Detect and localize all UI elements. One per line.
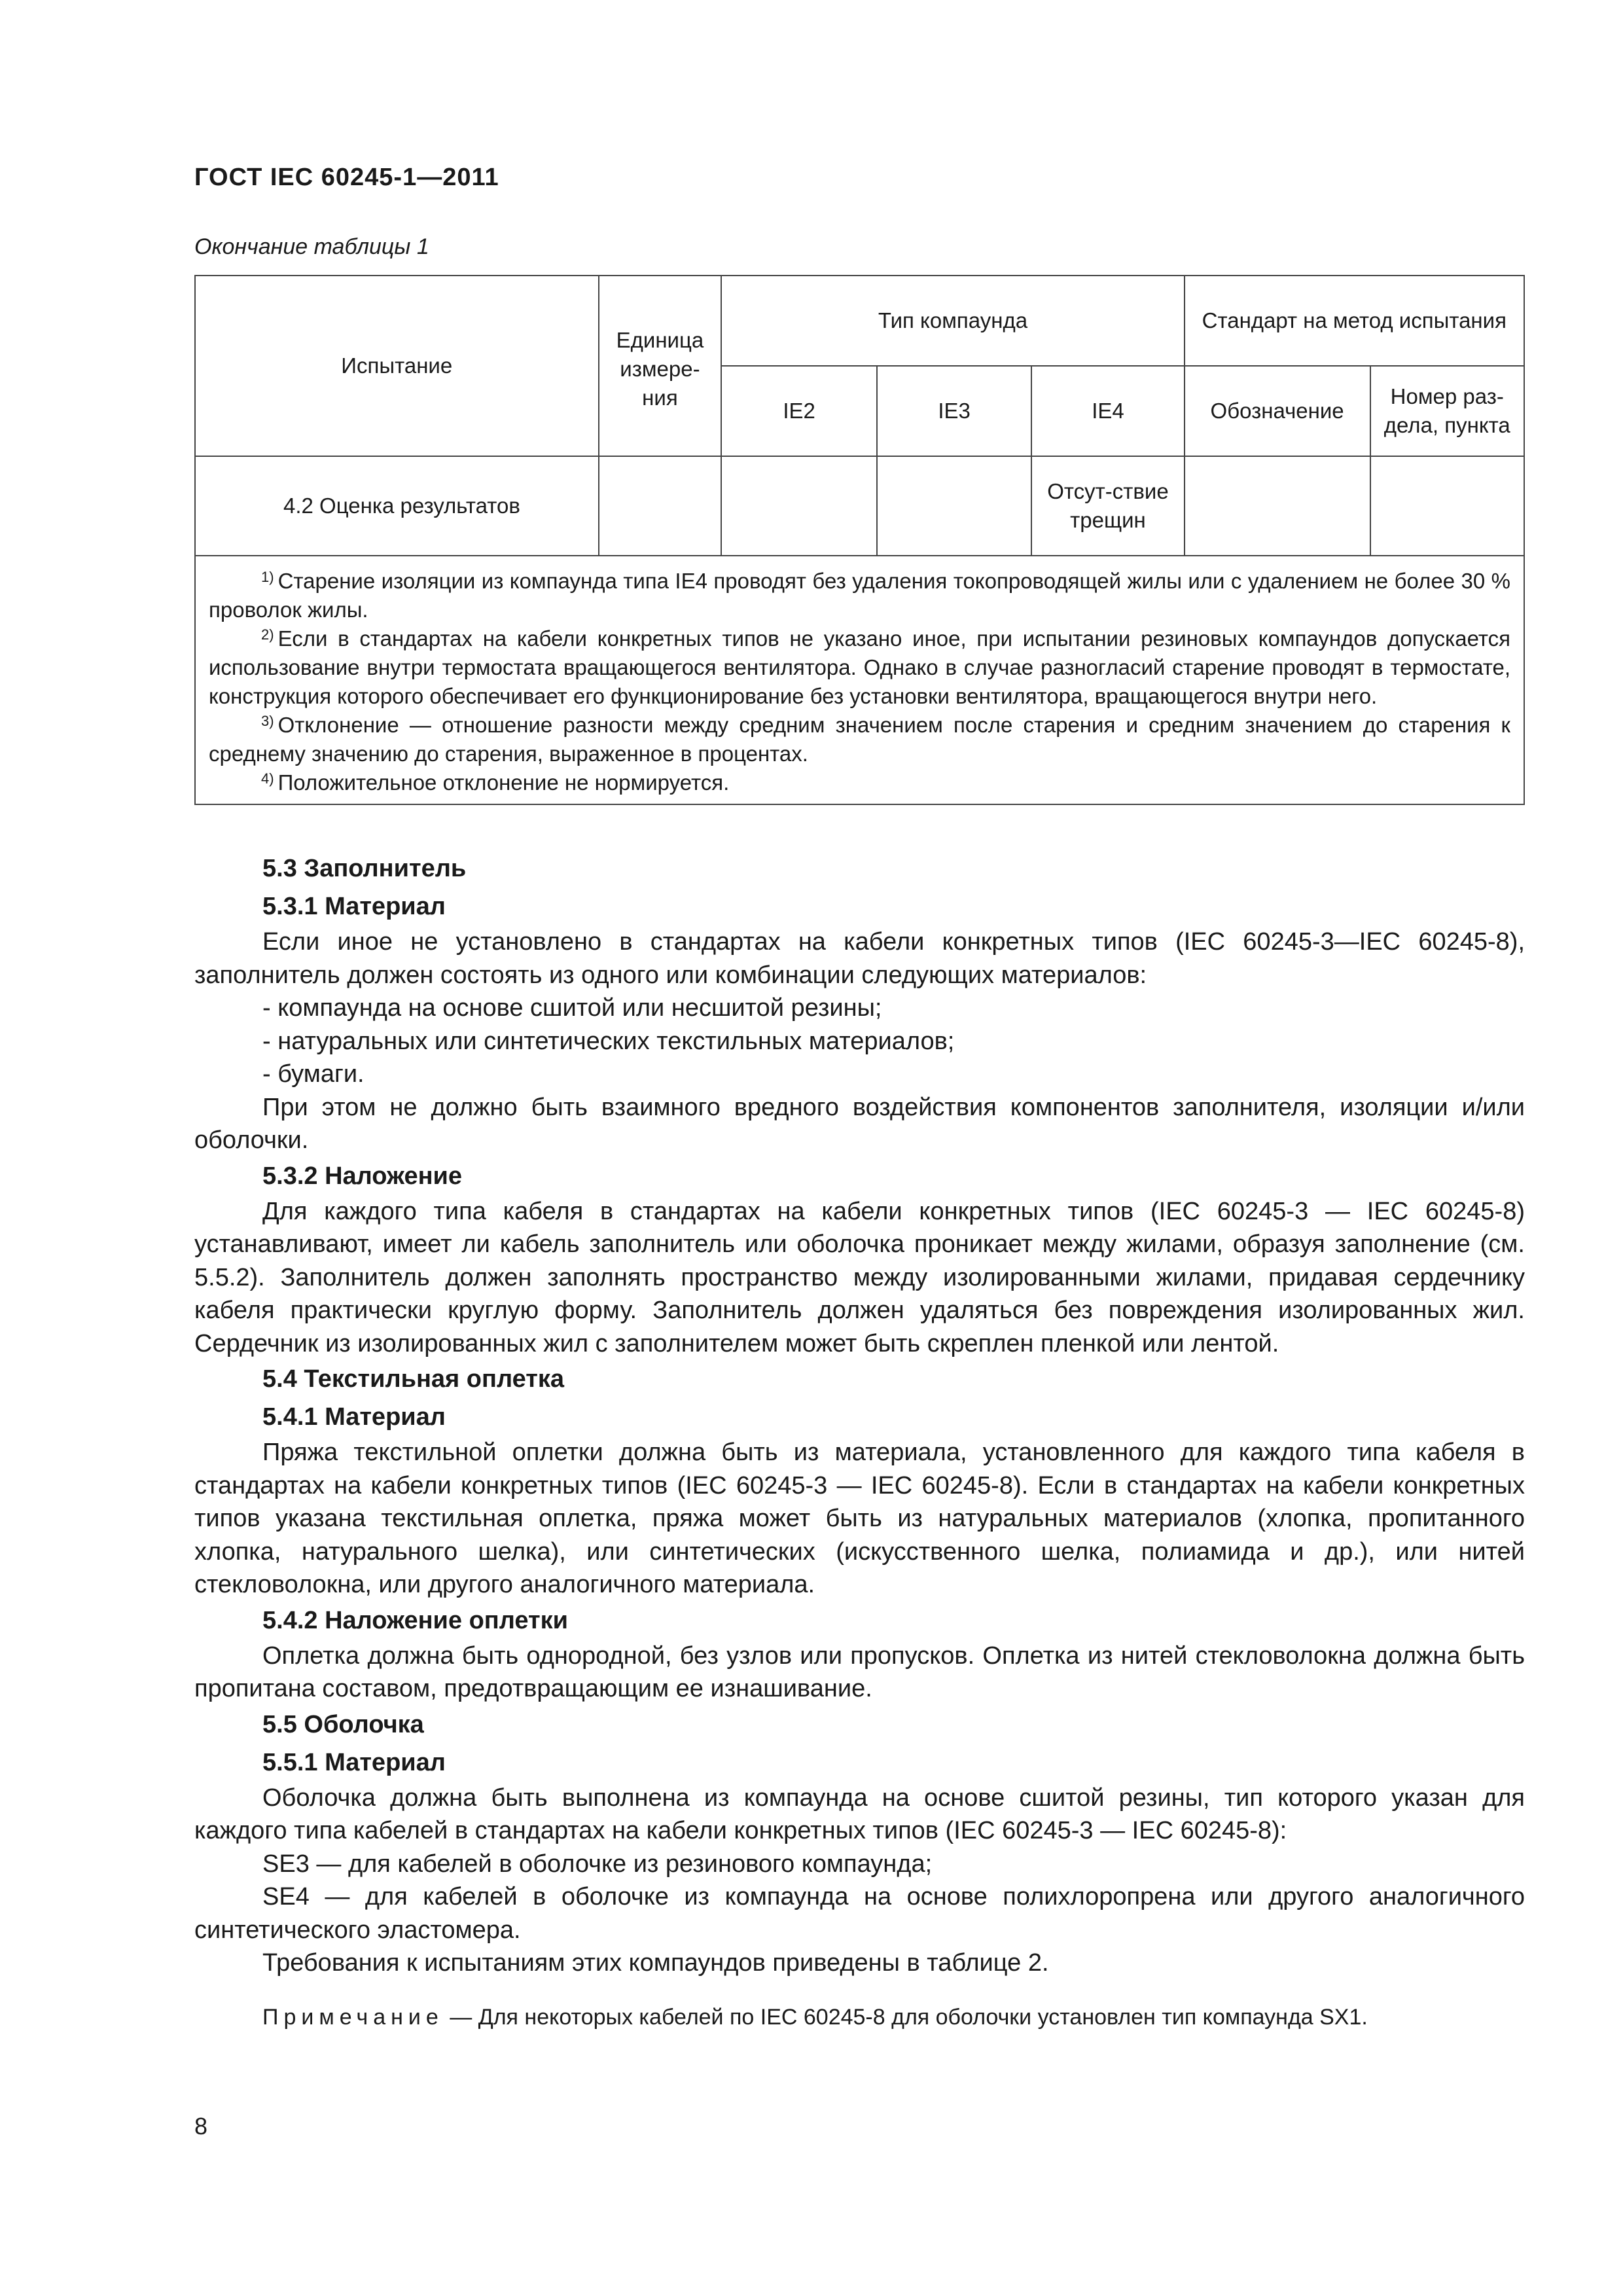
- se3-line: SE3 — для кабелей в оболочке из резинового компаунда;: [262, 1850, 933, 1878]
- header-ie4: IE4: [1031, 366, 1184, 456]
- section-5-5-heading: 5.5 Оболочка: [262, 1710, 424, 1738]
- list-item: - натуральных или синтетических текстильных материалов;: [262, 1027, 955, 1055]
- footnote-1: $^{1)}$ Старение изоляции из компаунда типа IE4 проводят без удаления токопроводящей жилы или с удалением не более 30 % проволок жилы.: [209, 569, 1510, 622]
- row-section: [1370, 456, 1524, 556]
- section-5-5-1-intro: Оболочка должна быть выполнена из компаунда на основе сшитой резины, тип которого указан для каждого типа кабелей в стандартах на кабели конкретных типов (IEC 60245-3 — IEC 60245-8):: [194, 1784, 1525, 1844]
- note-label: Примечание: [262, 2004, 444, 2030]
- section-5-4-2-text: Оплетка должна быть однородной, без узлов или пропусков. Оплетка из нитей стекловолокна должна быть пропитана составом, предотвращающим ее изнашивание.: [194, 1641, 1525, 1702]
- section-5-4-1-text: Пряжа текстильной оплетки должна быть из материала, установленного для каждого типа кабеля в стандартах на кабели конкретных типов (IEC 60245-3 — IEC 60245-8). Если в стандартах на кабели конкретных типов указана текстильная оплетка, пряжа может быть из натуральных материалов (хлопка, пропитанного хлопка, натурального шелка), или синтетических (искусственного шелка, полиамида и др.), или нитей стекловолокна, или другого аналогичного материала.: [194, 1439, 1525, 1598]
- row-ie2: [721, 456, 877, 556]
- note-text: — Для некоторых кабелей по IEC 60245-8 для оболочки установлен тип компаунда SX1.: [443, 2004, 1368, 2030]
- footnote-2: $^{2)}$ Если в стандартах на кабели конкретных типов не указано иное, при испытании резиновых компаундов допускается использование внутри термостата вращающегося вентилятора. Однако в случае разногласий старение проводят в термостате, конструкция которого обеспечивает его функционирование без установки вентилятора, вращающегося внутри него.: [209, 626, 1510, 708]
- row-ie4: Отсут-ствие трещин: [1031, 456, 1184, 556]
- page-number: 8: [194, 2113, 208, 2140]
- requirements-table: [194, 275, 1525, 805]
- row-designation: [1185, 456, 1370, 556]
- document-code: ГОСТ IEC 60245-1—2011: [194, 164, 499, 191]
- se4-line: SE4 — для кабелей в оболочке из компаунда на основе полихлоропрена или другого аналогичного синтетического эластомера.: [194, 1883, 1525, 1944]
- row-unit: [599, 456, 722, 556]
- section-5-4-2-heading: 5.4.2 Наложение оплетки: [262, 1606, 569, 1634]
- section-5-3-heading: 5.3 Заполнитель: [262, 855, 467, 882]
- footnote-4: $^{4)}$ Положительное отклонение не нормируется.: [261, 770, 730, 795]
- table-caption: Окончание таблицы 1: [194, 234, 429, 259]
- section-5-3-1-intro: Если иное не установлено в стандартах на кабели конкретных типов (IEC 60245-3—IEC 60245-8), заполнитель должен состоять из одного или комбинации следующих материалов:: [194, 928, 1525, 989]
- header-test: Испытание: [195, 276, 599, 456]
- section-5-4-heading: 5.4 Текстильная оплетка: [262, 1365, 564, 1393]
- section-5-3-1-after: При этом не должно быть взаимного вредного воздействия компонентов заполнителя, изоляции и/или оболочки.: [194, 1093, 1525, 1154]
- header-ie3: IE3: [877, 366, 1031, 456]
- section-5-3-2-heading: 5.3.2 Наложение: [262, 1162, 463, 1190]
- table-row: [195, 456, 1524, 556]
- requirements-line: Требования к испытаниям этих компаундов приведены в таблице 2.: [262, 1949, 1049, 1977]
- list-item: - компаунда на основе сшитой или несшитой резины;: [262, 994, 882, 1022]
- note: [194, 2001, 1525, 2034]
- header-standard-method: Стандарт на метод испытания: [1185, 276, 1524, 366]
- list-item: - бумаги.: [262, 1060, 365, 1088]
- header-unit: Единица измере-ния: [599, 276, 722, 456]
- section-5-3-1-heading: 5.3.1 Материал: [262, 893, 446, 920]
- header-section-number: Номер раз-дела, пункта: [1370, 366, 1524, 456]
- header-designation: Обозначение: [1185, 366, 1370, 456]
- header-ie2: IE2: [721, 366, 877, 456]
- body-text: [194, 850, 1525, 2056]
- row-ie3: [877, 456, 1031, 556]
- table-footnotes: [195, 556, 1524, 804]
- section-5-5-1-heading: 5.5.1 Материал: [262, 1748, 446, 1776]
- footnote-3: $^{3)}$ Отклонение — отношение разности между средним значением после старения и средним значением до старения к среднему значению до старения, выраженное в процентах.: [209, 713, 1510, 766]
- row-test-name: 4.2 Оценка результатов: [195, 456, 599, 556]
- header-compound-type: Тип компаунда: [721, 276, 1184, 366]
- section-5-3-2-text: Для каждого типа кабеля в стандартах на кабели конкретных типов (IEC 60245-3 — IEC 60245-8) устанавливают, имеет ли кабель заполнитель или оболочка проникает между жилами, образуя заполнение (см. 5.5.2). Заполнитель должен заполнять пространство между изолированными жилами, придавая сердечнику кабеля практически круглую форму. Заполнитель должен удаляться без повреждения изолированных жил. Сердечник из изолированных жил с заполнителем может быть скреплен пленкой или лентой.: [194, 1197, 1525, 1357]
- section-5-4-1-heading: 5.4.1 Материал: [262, 1403, 446, 1431]
